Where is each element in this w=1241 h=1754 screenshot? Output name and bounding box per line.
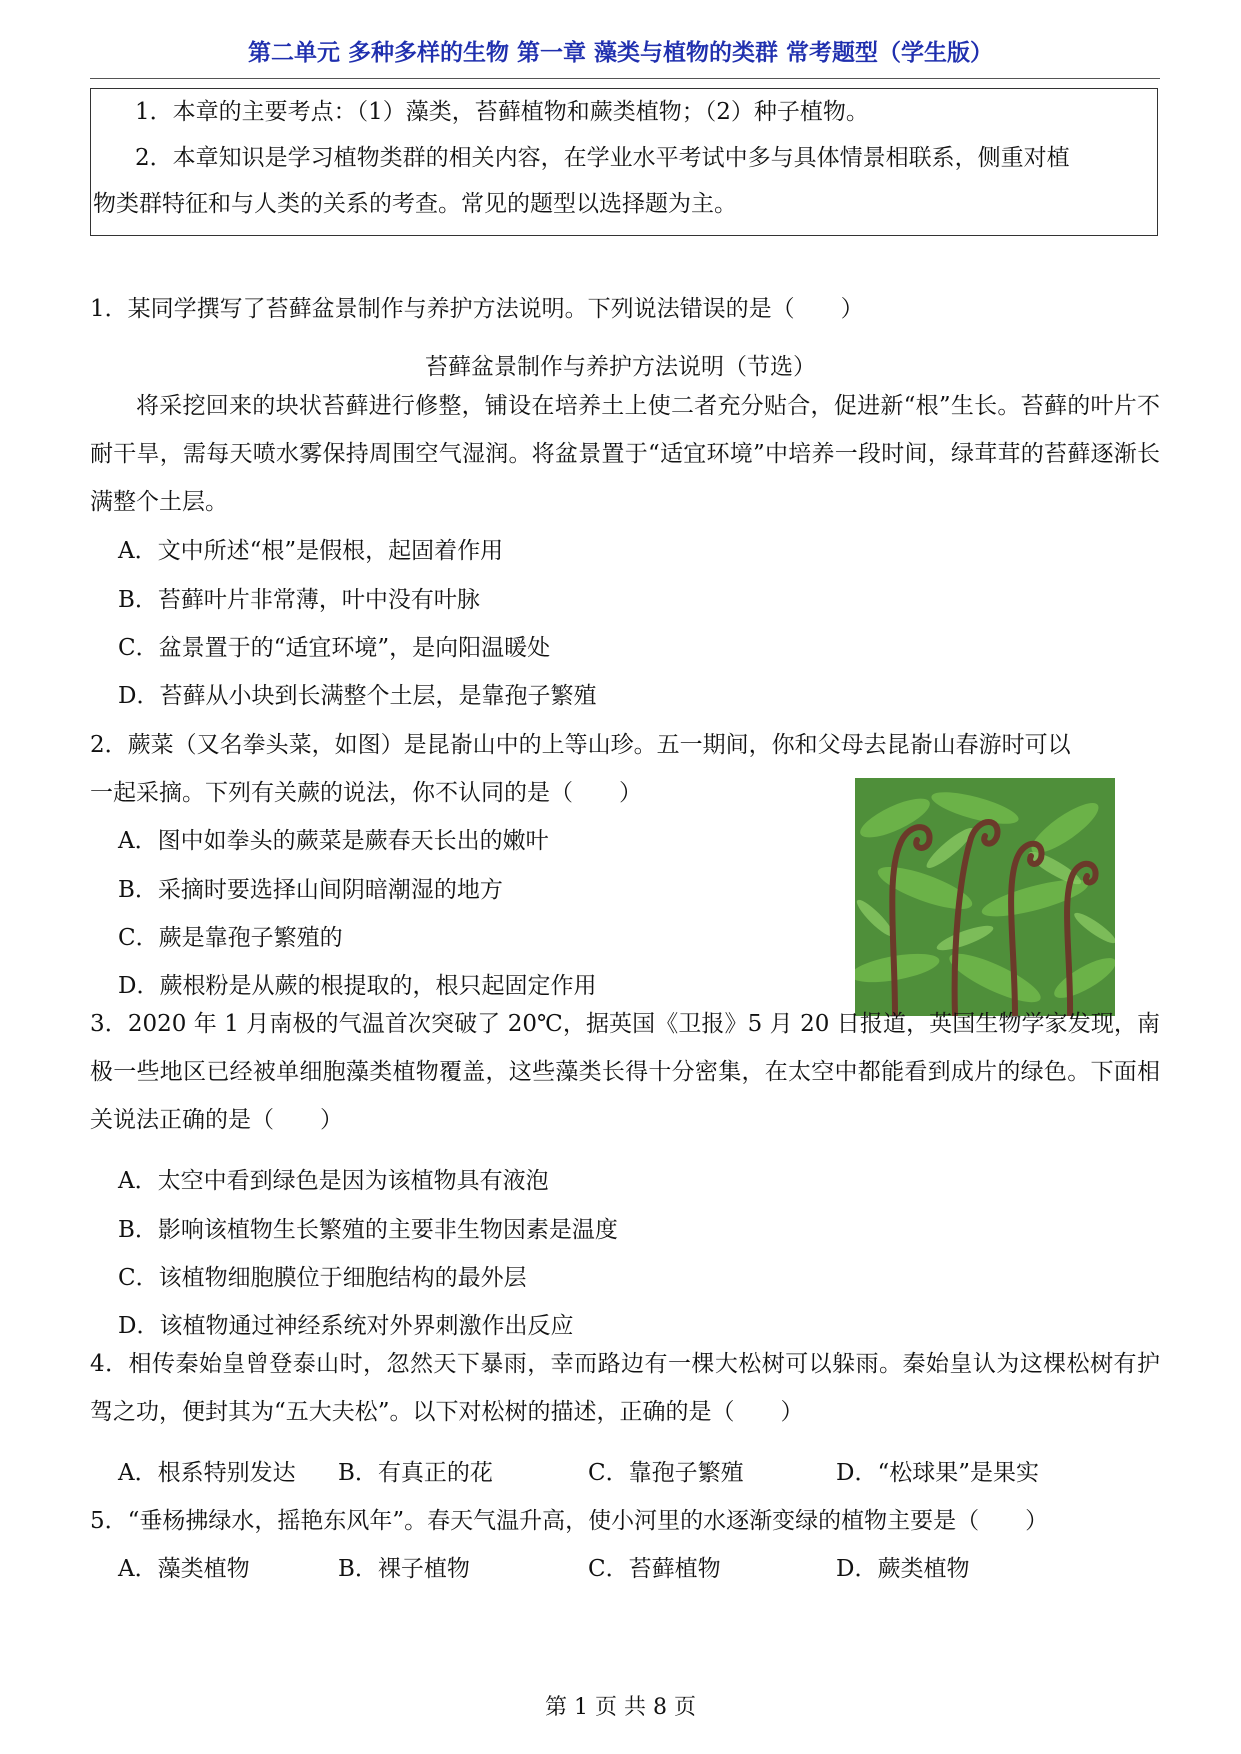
key-point-2-line-a: 2．本章知识是学习植物类群的相关内容，在学业水平考试中多与具体情景相联系，侧重对植 bbox=[135, 145, 1070, 171]
question-4-option-b[interactable]: B．有真正的花 bbox=[338, 1460, 493, 1486]
question-3-stem: 3．2020 年 1 月南极的气温首次突破了 20℃，据英国《卫报》5 月 20 日报道，英国生物学家发现，南极一些地区已经被单细胞藻类植物覆盖，这些藻类长得十分密集，在太空中都能看到成片的绿色。下面相关说法正确的是（ ） bbox=[90, 1011, 1160, 1133]
document-header-title: 第二单元 多种多样的生物 第一章 藻类与植物的类群 常考题型（学生版） bbox=[247, 40, 994, 66]
key-points-box bbox=[90, 88, 1158, 236]
question-1-option-d[interactable]: D．苔藓从小块到长满整个土层，是靠孢子繁殖 bbox=[118, 683, 597, 709]
question-3-option-b[interactable]: B．影响该植物生长繁殖的主要非生物因素是温度 bbox=[118, 1217, 618, 1243]
question-3-option-a[interactable]: A．太空中看到绿色是因为该植物具有液泡 bbox=[118, 1168, 549, 1194]
question-4-option-d[interactable]: D．“松球果”是果实 bbox=[836, 1460, 1039, 1486]
question-4-option-c[interactable]: C．靠孢子繁殖 bbox=[588, 1460, 744, 1486]
question-1-option-c[interactable]: C．盆景置于的“适宜环境”，是向阳温暖处 bbox=[118, 635, 551, 661]
fern-fiddlehead-photo bbox=[855, 778, 1115, 1016]
question-5-option-d[interactable]: D．蕨类植物 bbox=[836, 1556, 970, 1582]
question-2-option-b[interactable]: B．采摘时要选择山间阴暗潮湿的地方 bbox=[118, 877, 503, 903]
question-2-stem-line-a: 2．蕨菜（又名拳头菜，如图）是昆嵛山中的上等山珍。五一期间，你和父母去昆嵛山春游时可以 bbox=[90, 732, 1071, 758]
question-1-passage-title: 苔藓盆景制作与养护方法说明（节选） bbox=[425, 354, 816, 380]
question-1-passage: 将采挖回来的块状苔藓进行修整，铺设在培养土上使二者充分贴合，促进新“根”生长。苔藓的叶片不耐干旱，需每天喷水雾保持周围空气湿润。将盆景置于“适宜环境”中培养一段时间，绿茸茸的苔藓逐渐长满整个土层。 bbox=[90, 393, 1160, 515]
question-5-option-b[interactable]: B．裸子植物 bbox=[338, 1556, 470, 1582]
question-2-option-d[interactable]: D．蕨根粉是从蕨的根提取的，根只起固定作用 bbox=[118, 973, 597, 999]
question-3-option-d[interactable]: D．该植物通过神经系统对外界刺激作出反应 bbox=[118, 1313, 574, 1339]
page-number-footer: 第 1 页 共 8 页 bbox=[545, 1695, 696, 1720]
key-point-2-line-b: 物类群特征和与人类的关系的考查。常见的题型以选择题为主。 bbox=[93, 191, 737, 217]
question-4-option-a[interactable]: A．根系特别发达 bbox=[118, 1460, 296, 1486]
header-divider bbox=[90, 78, 1160, 79]
question-5-option-a[interactable]: A．藻类植物 bbox=[118, 1556, 250, 1582]
question-1-option-a[interactable]: A．文中所述“根”是假根，起固着作用 bbox=[118, 538, 504, 564]
question-1-stem: 1．某同学撰写了苔藓盆景制作与养护方法说明。下列说法错误的是（ ） bbox=[90, 296, 864, 322]
question-1-option-b[interactable]: B．苔藓叶片非常薄，叶中没有叶脉 bbox=[118, 587, 480, 613]
question-3-option-c[interactable]: C．该植物细胞膜位于细胞结构的最外层 bbox=[118, 1265, 527, 1291]
question-2-option-c[interactable]: C．蕨是靠孢子繁殖的 bbox=[118, 925, 343, 951]
question-2-option-a[interactable]: A．图中如拳头的蕨菜是蕨春天长出的嫩叶 bbox=[118, 828, 549, 854]
question-5-stem: 5．“垂杨拂绿水，摇艳东风年”。春天气温升高，使小河里的水逐渐变绿的植物主要是（ ） bbox=[90, 1508, 1049, 1534]
question-5-option-c[interactable]: C．苔藓植物 bbox=[588, 1556, 721, 1582]
question-2-stem-line-b: 一起采摘。下列有关蕨的说法，你不认同的是（ ） bbox=[90, 780, 642, 806]
key-point-1: 1．本章的主要考点：（1）藻类，苔藓植物和蕨类植物；（2）种子植物。 bbox=[135, 99, 869, 125]
question-4-stem: 4．相传秦始皇曾登泰山时，忽然天下暴雨，幸而路边有一棵大松树可以躲雨。秦始皇认为这棵松树有护驾之功，便封其为“五大夫松”。以下对松树的描述，正确的是（ ） bbox=[90, 1351, 1160, 1425]
